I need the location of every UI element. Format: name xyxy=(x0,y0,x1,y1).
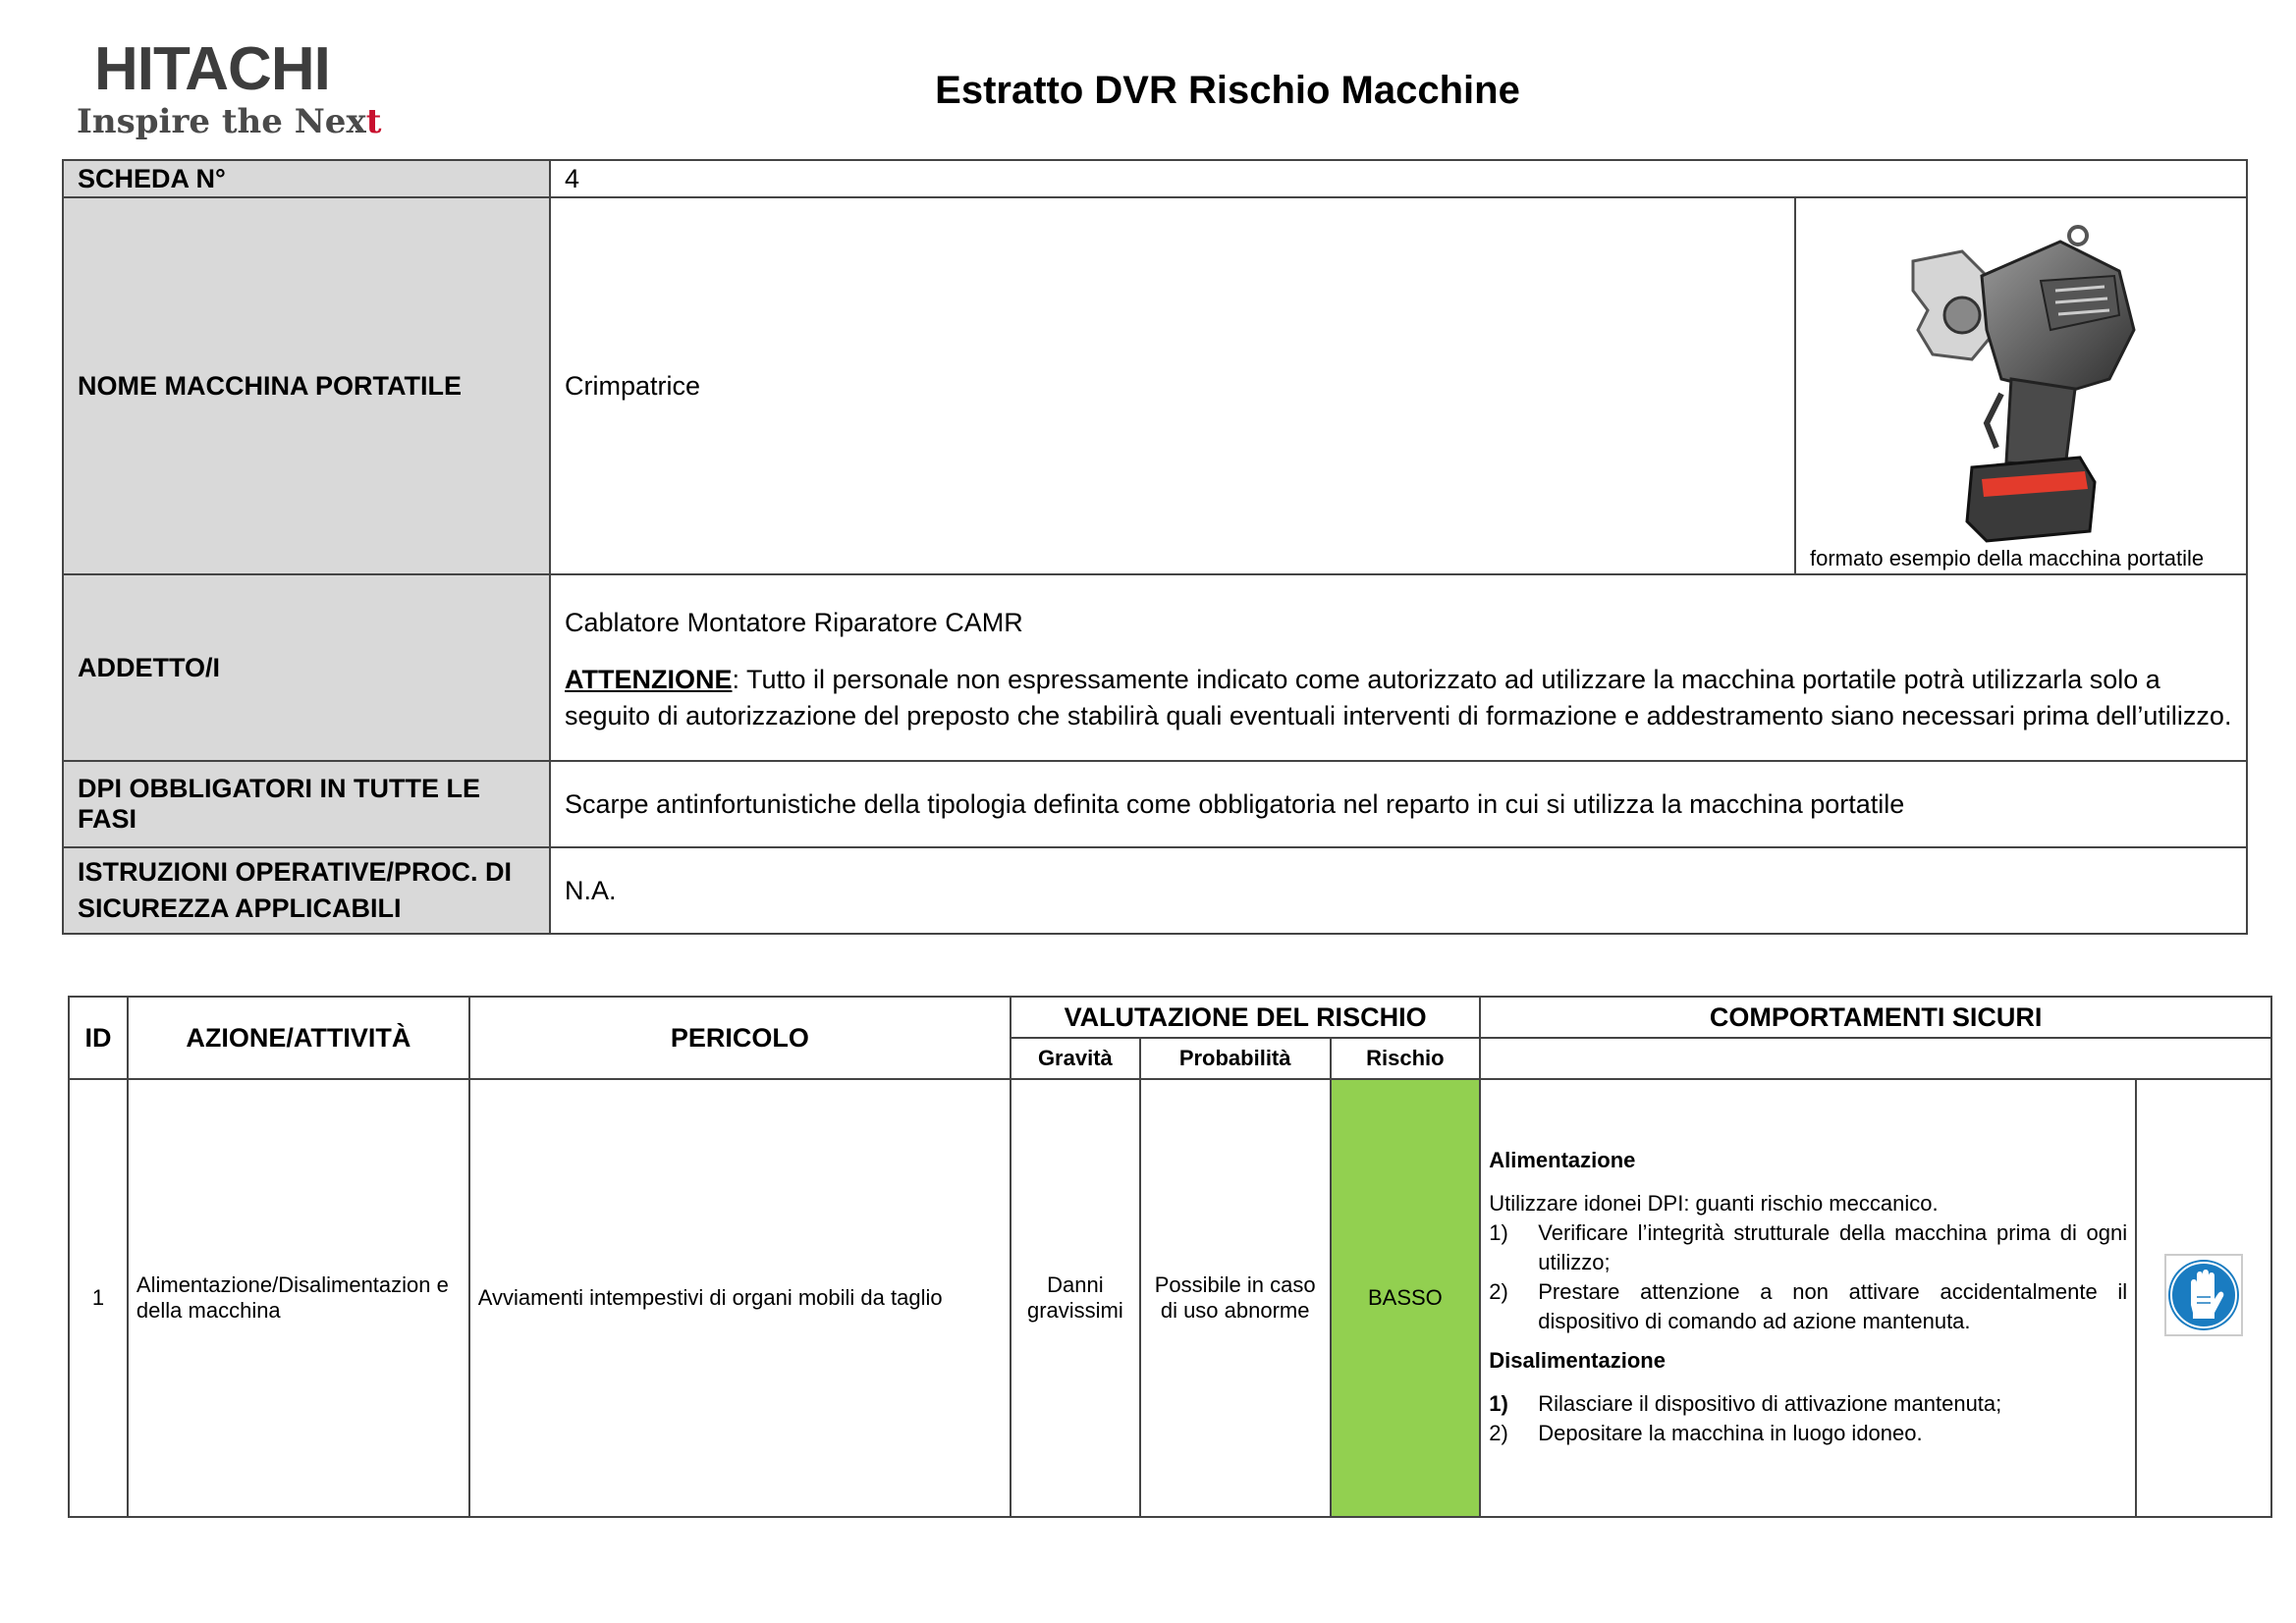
list-item-number: 1) xyxy=(1489,1220,1508,1245)
scheda-row xyxy=(63,160,2247,197)
crimping-tool-icon xyxy=(1893,222,2149,546)
risk-assessment-table xyxy=(68,996,2272,1518)
istruzioni-value: N.A. xyxy=(550,847,2247,934)
istruzioni-row xyxy=(63,847,2247,934)
dpi-label: DPI OBBLIGATORI IN TUTTE LE FASI xyxy=(63,761,550,847)
list-item xyxy=(1489,1389,2127,1419)
list-item-text: Depositare la macchina in luogo idoneo. xyxy=(1538,1421,1923,1445)
row-azione: Alimentazione/Disalimentazion e della macchina xyxy=(128,1079,469,1517)
disalimentazione-list xyxy=(1489,1389,2127,1448)
istruzioni-label: ISTRUZIONI OPERATIVE/PROC. DI SICUREZZA APPLICABILI xyxy=(63,847,550,934)
list-item-number: 2) xyxy=(1489,1421,1508,1445)
row-rischio-badge: BASSO xyxy=(1331,1079,1481,1517)
attenzione-text: : Tutto il personale non espressamente indicato come autorizzato ad utilizzare la macchina portatile potrà utilizzarla solo a seguito di autorizzazione del preposto che stabilirà quali eventuali interventi di formazione e addestramento siano necessari prima dell’utilizzo. xyxy=(565,665,2232,730)
nome-row xyxy=(63,197,2247,574)
col-comportamenti-header: COMPORTAMENTI SICURI xyxy=(1480,997,2271,1038)
list-item xyxy=(1489,1218,2127,1277)
col-comportamenti-subheader xyxy=(1480,1038,2271,1079)
attenzione-paragraph xyxy=(565,662,2232,734)
table-row xyxy=(69,1079,2271,1517)
image-caption: formato esempio della macchina portatile xyxy=(1810,546,2205,570)
list-item-number: 1) xyxy=(1489,1391,1508,1416)
logo-tagline xyxy=(77,102,401,141)
col-probabilita-header: Probabilità xyxy=(1140,1038,1331,1079)
addetto-label: ADDETTO/I xyxy=(63,574,550,761)
disalimentazione-title: Disalimentazione xyxy=(1489,1348,1666,1373)
row-dpi-icon-cell xyxy=(2136,1079,2271,1517)
logo-tagline-main: Inspire the Nex xyxy=(77,102,366,141)
crimping-tool-image xyxy=(1796,222,2246,546)
col-gravita-header: Gravità xyxy=(1011,1038,1140,1079)
logo-tagline-accent: t xyxy=(365,102,382,141)
addetto-cell xyxy=(550,574,2247,761)
col-azione-header: AZIONE/ATTIVITÀ xyxy=(128,997,469,1079)
nome-value: Crimpatrice xyxy=(550,197,1795,574)
addetto-value: Cablatore Montatore Riparatore CAMR xyxy=(565,608,1023,637)
list-item xyxy=(1489,1419,2127,1448)
row-probabilita: Possibile in caso di uso abnorme xyxy=(1140,1079,1331,1517)
scheda-label: SCHEDA N° xyxy=(63,160,550,197)
alimentazione-intro: Utilizzare idonei DPI: guanti rischio meccanico. xyxy=(1489,1191,1939,1216)
col-valutazione-header: VALUTAZIONE DEL RISCHIO xyxy=(1011,997,1480,1038)
dpi-row xyxy=(63,761,2247,847)
row-comportamenti xyxy=(1480,1079,2136,1517)
header-row-1 xyxy=(69,997,2271,1038)
scheda-value: 4 xyxy=(550,160,2247,197)
hitachi-logo xyxy=(77,35,401,142)
col-pericolo-header: PERICOLO xyxy=(469,997,1011,1079)
list-item xyxy=(1489,1277,2127,1336)
col-rischio-header: Rischio xyxy=(1331,1038,1481,1079)
document-title: Estratto DVR Rischio Macchine xyxy=(935,69,1520,112)
machine-info-table xyxy=(62,159,2248,935)
list-item-text: Verificare l’integrità strutturale della macchina prima di ogni utilizzo; xyxy=(1538,1220,2128,1274)
dpi-value: Scarpe antinfortunistiche della tipologia definita come obbligatoria nel reparto in cui si utilizza la macchina portatile xyxy=(550,761,2247,847)
list-item-text: Rilasciare il dispositivo di attivazione mantenuta; xyxy=(1538,1391,2002,1416)
row-gravita: Danni gravissimi xyxy=(1011,1079,1140,1517)
addetto-row xyxy=(63,574,2247,761)
logo-name: HITACHI xyxy=(94,35,330,103)
machine-image-cell xyxy=(1795,197,2247,574)
alimentazione-list xyxy=(1489,1218,2127,1336)
list-item-text: Prestare attenzione a non attivare accidentalmente il dispositivo di comando ad azione mantenuta. xyxy=(1538,1279,2128,1333)
row-id: 1 xyxy=(69,1079,128,1517)
attenzione-label: ATTENZIONE xyxy=(565,665,733,694)
protective-gloves-icon xyxy=(2164,1254,2243,1336)
alimentazione-title: Alimentazione xyxy=(1489,1148,1636,1172)
col-id-header: ID xyxy=(69,997,128,1079)
row-pericolo: Avviamenti intempestivi di organi mobili da taglio xyxy=(469,1079,1011,1517)
list-item-number: 2) xyxy=(1489,1279,1508,1304)
nome-label: NOME MACCHINA PORTATILE xyxy=(63,197,550,574)
